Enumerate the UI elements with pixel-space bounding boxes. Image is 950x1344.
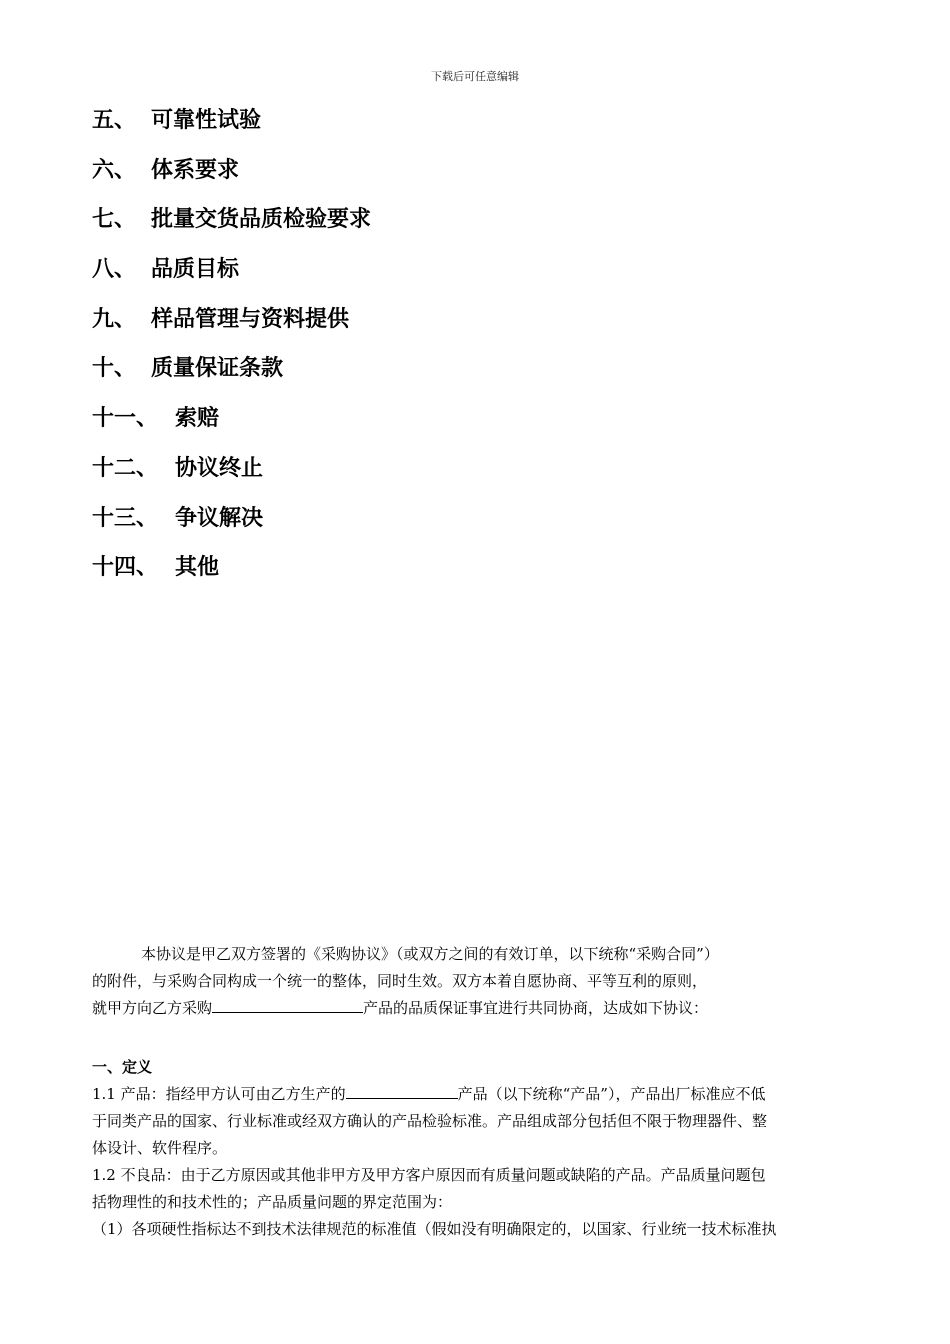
intro-line-start: 就甲方向乙方采购 [92,999,213,1017]
clause-start: 1.1 产品：指经甲方认可由乙方生产的 [92,1085,346,1103]
toc-item [92,351,792,401]
toc-item [92,153,792,203]
clause-line: 于同类产品的国家、行业标准或经双方确认的产品检验标准。产品组成部分包括但不限于物理器件、整 [92,1112,768,1130]
toc-item [92,451,792,501]
toc-title: 协议终止 [175,455,264,481]
toc-number: 十一、 [92,406,159,432]
toc-title: 争议解决 [175,505,264,531]
toc-number: 六、 [92,157,137,183]
toc-item [92,252,792,302]
toc-title: 质量保证条款 [151,356,284,382]
section-heading: 一、定义 [92,1058,153,1076]
clause-end: 产品（以下统称“产品”），产品出厂标准应不低 [457,1085,766,1103]
intro-line: 的附件，与采购合同构成一个统一的整体，同时生效。双方本着自愿协商、平等互利的原则， [92,972,708,990]
toc-number: 七、 [92,207,137,233]
toc-number: 五、 [92,108,137,133]
header-note: 下载后可任意编辑 [431,70,519,83]
clause-line: 括物理性的和技术性的；产品质量问题的界定范围为： [92,1193,453,1211]
toc-title: 其他 [175,555,220,581]
toc-title: 批量交货品质检验要求 [151,207,372,233]
table-of-contents [92,103,792,600]
clause-line: 1.2 不良品：由于乙方原因或其他非甲方及甲方客户原因而有质量问题或缺陷的产品。产品质量问题包 [92,1166,766,1184]
intro-line [92,995,862,1022]
toc-item [92,103,792,153]
toc-item [92,550,792,600]
intro-line-end: 产品的品质保证事宜进行共同协商，达成如下协议： [363,999,709,1017]
intro-line: 本协议是甲乙双方签署的《采购协议》（或双方之间的有效订单，以下统称“采购合同”） [141,945,719,963]
toc-number: 九、 [92,306,137,332]
toc-title: 索赔 [175,406,220,432]
clause-line: 体设计、软件程序。 [92,1139,228,1157]
toc-title: 可靠性试验 [151,108,262,133]
definitions-section [92,1054,862,1243]
toc-number: 十二、 [92,455,159,481]
toc-item [92,401,792,451]
product-name-blank[interactable] [212,998,363,1013]
toc-number: 十、 [92,356,137,382]
clause-line [92,1081,862,1108]
toc-number: 十四、 [92,555,159,581]
toc-number: 八、 [92,257,137,283]
intro-paragraph [92,941,862,1022]
product-type-blank[interactable] [346,1084,458,1099]
toc-item [92,501,792,551]
toc-title: 体系要求 [151,157,240,183]
toc-title: 样品管理与资料提供 [151,306,350,332]
toc-item [92,302,792,352]
toc-item [92,202,792,252]
clause-line: （1）各项硬性指标达不到技术法律规范的标准值（假如没有明确限定的，以国家、行业统一技术标准执 [92,1220,777,1238]
toc-number: 十三、 [92,505,159,531]
toc-title: 品质目标 [151,257,240,283]
